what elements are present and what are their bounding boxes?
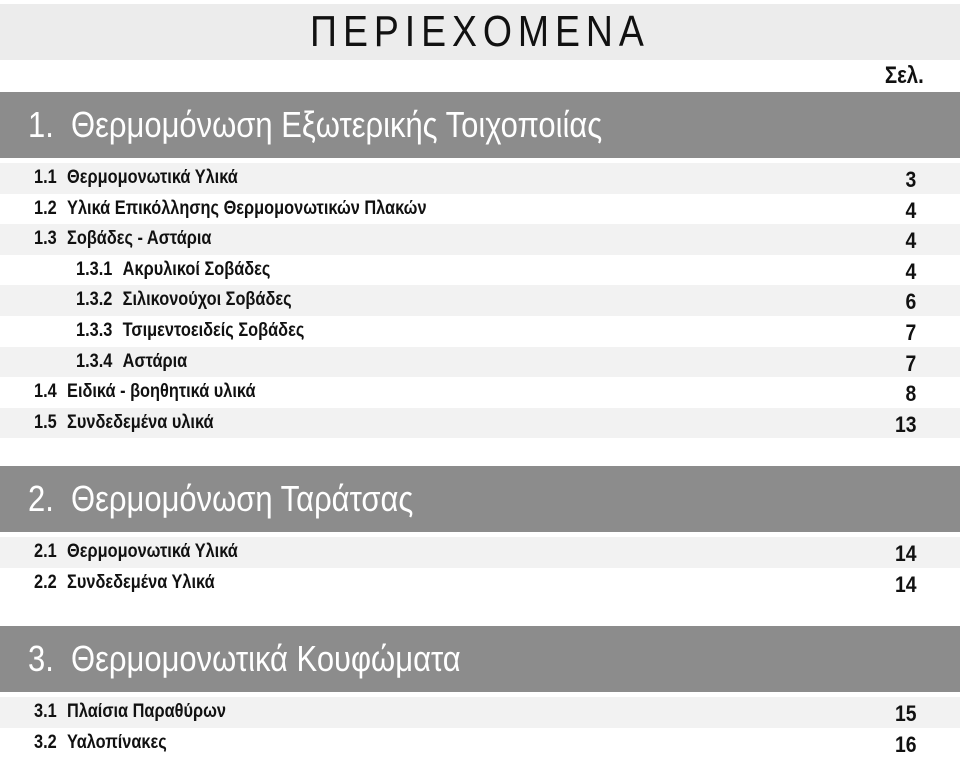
entry-number: 2.1 — [34, 541, 57, 562]
entry-number: 1.4 — [34, 381, 57, 403]
entry-number: 1.3 — [34, 228, 57, 250]
section-1 — [0, 92, 960, 438]
entry-title: Θερμομονωτικά Υλικά — [67, 167, 238, 188]
entry-page-number: 3 — [905, 167, 916, 192]
entry-page-number: 13 — [894, 411, 916, 437]
section-number: 3. — [28, 638, 54, 679]
entry-number: 1.3.3 — [76, 319, 113, 341]
toc-entry[interactable] — [0, 697, 960, 728]
entry-page-number: 16 — [894, 731, 916, 757]
entry-title: Πλαίσια Παραθύρων — [67, 701, 226, 722]
section-3 — [0, 626, 960, 758]
entry-page-number: 7 — [905, 319, 916, 345]
section-header — [0, 92, 960, 158]
toc-entry[interactable] — [0, 163, 960, 194]
entry-title: Συνδεδεμένα υλικά — [67, 411, 214, 433]
toc-entry[interactable] — [0, 224, 960, 255]
entry-title: Υαλοπίνακες — [67, 731, 167, 753]
toc-subentry[interactable] — [0, 347, 960, 378]
entry-page-number: 8 — [905, 381, 916, 407]
section-title: Θερμομόνωση Ταράτσας — [71, 478, 414, 519]
section-title: Θερμομονωτικά Κουφώματα — [71, 638, 461, 679]
entry-title: Θερμομονωτικά Υλικά — [67, 541, 238, 562]
toc-entry[interactable] — [0, 568, 960, 599]
toc-entry[interactable] — [0, 408, 960, 439]
entry-title: Σοβάδες - Αστάρια — [67, 228, 212, 250]
entry-page-number: 15 — [894, 701, 916, 726]
entry-number: 1.3.1 — [76, 258, 113, 280]
toc-subentry[interactable] — [0, 316, 960, 347]
section-number: 2. — [28, 478, 54, 519]
section-number: 1. — [28, 104, 54, 145]
entry-title: Τσιμεντοειδείς Σοβάδες — [122, 319, 305, 341]
entry-title: Συνδεδεμένα Υλικά — [67, 571, 215, 593]
entry-number: 1.3.2 — [76, 289, 113, 311]
entry-number: 1.1 — [34, 167, 57, 188]
entry-page-number: 14 — [894, 541, 916, 566]
toc-entry[interactable] — [0, 377, 960, 408]
entry-title: Σιλικονούχοι Σοβάδες — [122, 289, 292, 311]
entry-page-number: 7 — [905, 350, 916, 376]
entry-page-number: 4 — [905, 197, 916, 223]
entry-number: 2.2 — [34, 571, 57, 593]
toc-subentry[interactable] — [0, 285, 960, 316]
entry-title: Ειδικά - βοηθητικά υλικά — [67, 381, 256, 403]
page-title — [0, 4, 960, 60]
entry-page-number: 4 — [905, 258, 916, 284]
page-column-label: Σελ. — [885, 62, 924, 89]
toc-entry[interactable] — [0, 728, 960, 759]
section-header — [0, 626, 960, 692]
entry-number: 1.3.4 — [76, 350, 113, 372]
entry-title: Αστάρια — [122, 350, 188, 372]
section-title: Θερμομόνωση Εξωτερικής Τοιχοποιίας — [71, 104, 603, 145]
entry-page-number: 6 — [905, 289, 916, 315]
toc-subentry[interactable] — [0, 255, 960, 286]
entry-number: 1.5 — [34, 411, 57, 433]
toc-entry[interactable] — [0, 194, 960, 225]
entry-title: Υλικά Επικόλλησης Θερμομονωτικών Πλακών — [67, 197, 427, 219]
section-header — [0, 466, 960, 532]
entry-number: 1.2 — [34, 197, 57, 219]
entry-number: 3.2 — [34, 731, 57, 753]
page-title-text: ΠΕΡΙΕΧΟΜΕΝΑ — [310, 7, 650, 56]
entry-number: 3.1 — [34, 701, 57, 722]
entry-title: Ακρυλικοί Σοβάδες — [122, 258, 271, 280]
section-2 — [0, 466, 960, 598]
entry-page-number: 4 — [905, 228, 916, 254]
entry-page-number: 14 — [894, 571, 916, 597]
toc-entry[interactable] — [0, 537, 960, 568]
